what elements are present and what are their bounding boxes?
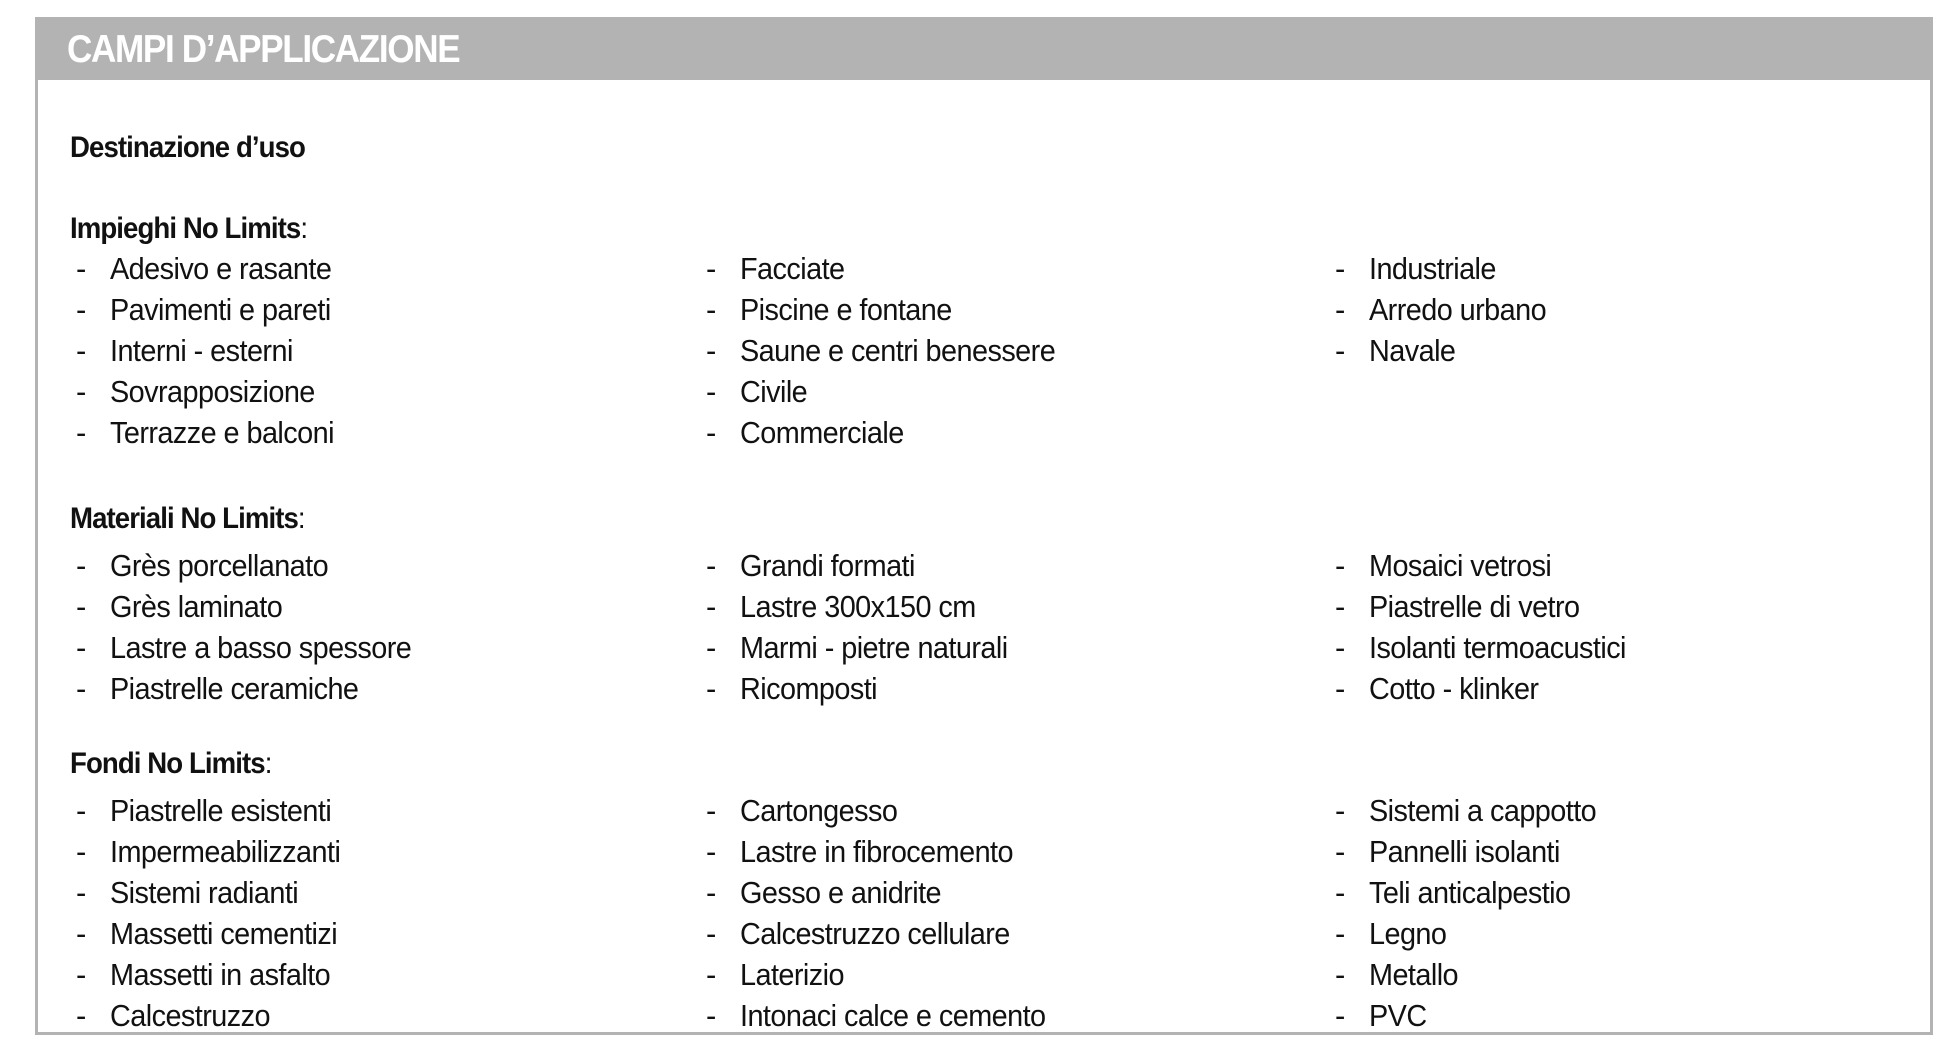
- panel-header: [38, 20, 1930, 80]
- section-substrates: [70, 745, 1930, 1033]
- section-columns: - Adesivo e rasante - Pavimenti e pareti - Interni - esterni - Sovrapposizione - Terrazze e balconi - Facciate - Piscine e fontane - Saune e centri benessere - Civile - Commerciale - Industriale - Arredo urbano - Navale: [76, 251, 1547, 450]
- section-heading-label: Impieghi No Limits: [70, 212, 301, 245]
- section-columns: - Piastrelle esistenti - Impermeabilizzanti - Sistemi radianti - Massetti cementizi - Massetti in asfalto - Calcestruzzo - Cartongesso - Lastre in fibrocemento - Gesso e anidrite - Calcestruzzo cellulare - Laterizio - Intonaci calce e cemento - Sistemi a cappotto - Pannelli isolanti - Teli anticalpestio - Legno - Metallo - PVC: [76, 793, 1597, 1033]
- section-columns: - Grès porcellanato - Grès laminato - Lastre a basso spessore - Piastrelle ceramiche - Grandi formati - Lastre 300x150 cm - Marmi - pietre naturali - Ricomposti - Mosaici vetrosi - Piastrelle di vetro - Isolanti termoacustici - Cotto - klinker: [76, 548, 1626, 706]
- section-materials: [70, 500, 1930, 706]
- section-heading: [70, 210, 1781, 248]
- section-heading: [70, 500, 1781, 538]
- section-heading-label: Fondi No Limits: [70, 747, 265, 780]
- section-heading: [70, 745, 1781, 783]
- section-uses: [70, 210, 1930, 450]
- section-heading-colon: :: [300, 212, 308, 245]
- intended-use-subtitle: Destinazione d’uso: [70, 131, 305, 164]
- panel-content: [70, 80, 1930, 1032]
- panel-title: CAMPI D’APPLICAZIONE: [67, 28, 460, 71]
- section-heading-colon: :: [264, 747, 272, 780]
- application-fields-panel: [35, 17, 1933, 1035]
- section-heading-colon: :: [297, 502, 305, 535]
- section-heading-label: Materiali No Limits: [70, 502, 298, 535]
